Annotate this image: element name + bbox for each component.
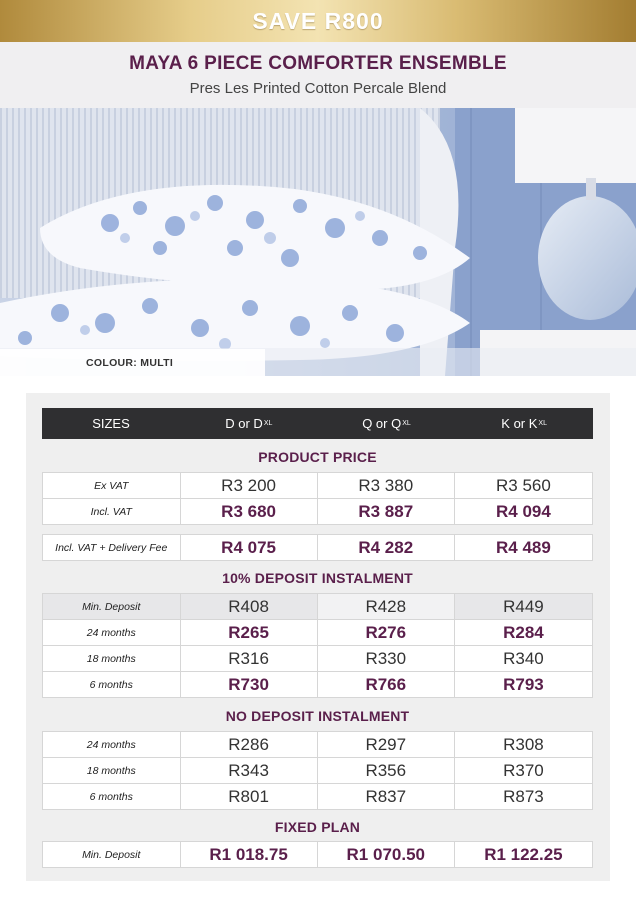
size-header-row: [42, 408, 593, 439]
product-photo: [0, 108, 636, 376]
price-q: R3 887: [318, 499, 455, 524]
table-row: [42, 731, 593, 758]
table-row: [42, 783, 593, 810]
price-q: R837: [318, 784, 455, 809]
table-row: [42, 498, 593, 525]
price-q: R297: [318, 732, 455, 757]
fixed-plan-title: FIXED PLAN: [274, 819, 361, 835]
table-row: [42, 645, 593, 672]
table-row: [42, 757, 593, 784]
price-d: R316: [181, 646, 318, 671]
price-q: R1 070.50: [318, 842, 455, 867]
pricing-table: [26, 393, 610, 881]
price-q: R276: [318, 620, 455, 645]
row-label: 24 months: [43, 620, 181, 645]
table-row: [42, 534, 593, 561]
table-row: [42, 593, 593, 620]
row-label: Ex VAT: [43, 473, 181, 498]
size-q-header: Q or Q XL: [362, 416, 411, 431]
product-title: MAYA 6 PIECE COMFORTER ENSEMBLE: [129, 53, 507, 74]
price-q: R4 282: [318, 535, 455, 560]
no-deposit-instalment-title: NO DEPOSIT INSTALMENT: [225, 708, 410, 724]
price-d: R801: [181, 784, 318, 809]
table-row: [42, 619, 593, 646]
table-row: [42, 671, 593, 698]
table-row: [42, 472, 593, 499]
price-d: R3 680: [181, 499, 318, 524]
price-d: R286: [181, 732, 318, 757]
colour-label: COLOUR: MULTI: [86, 357, 174, 369]
price-q: R356: [318, 758, 455, 783]
row-label: 6 months: [43, 784, 181, 809]
price-q: R330: [318, 646, 455, 671]
price-k: R370: [503, 760, 544, 780]
row-label: 18 months: [43, 646, 181, 671]
save-banner-text: SAVE R800: [252, 7, 384, 34]
price-k: R873: [503, 786, 544, 806]
product-subtitle: Pres Les Printed Cotton Percale Blend: [189, 80, 447, 97]
price-k: R449: [503, 596, 544, 616]
size-d-header: D or D XL: [225, 416, 273, 431]
save-banner: [0, 0, 636, 42]
price-k: R3 560: [496, 475, 551, 495]
price-d: R4 075: [181, 535, 318, 560]
size-k-header: K or K XL: [501, 416, 547, 431]
price-k: R284: [503, 622, 544, 642]
sizes-header: SIZES: [92, 416, 130, 431]
price-d: R343: [181, 758, 318, 783]
bedding-illustration: [0, 108, 636, 376]
price-d: R408: [181, 594, 318, 619]
row-label: Incl. VAT + Delivery Fee: [43, 535, 181, 560]
row-label: 6 months: [43, 672, 181, 697]
price-k: R4 489: [496, 537, 551, 557]
price-k: R340: [503, 648, 544, 668]
price-q: R766: [318, 672, 455, 697]
row-label: Min. Deposit: [43, 594, 181, 619]
product-price-title: PRODUCT PRICE: [258, 449, 377, 465]
price-d: R730: [181, 672, 318, 697]
table-row: [42, 841, 593, 868]
price-d: R1 018.75: [181, 842, 318, 867]
product-heading: [0, 42, 636, 108]
row-label: Min. Deposit: [43, 842, 181, 867]
price-k: R308: [503, 734, 544, 754]
price-k: R1 122.25: [484, 844, 563, 864]
price-d: R265: [181, 620, 318, 645]
price-q: R3 380: [318, 473, 455, 498]
deposit-instalment-title: 10% DEPOSIT INSTALMENT: [222, 570, 413, 586]
row-label: 24 months: [43, 732, 181, 757]
row-label: 18 months: [43, 758, 181, 783]
row-label: Incl. VAT: [43, 499, 181, 524]
price-k: R4 094: [496, 501, 551, 521]
price-k: R793: [503, 674, 544, 694]
price-q: R428: [318, 594, 455, 619]
price-d: R3 200: [181, 473, 318, 498]
colour-label-box: [0, 349, 265, 376]
